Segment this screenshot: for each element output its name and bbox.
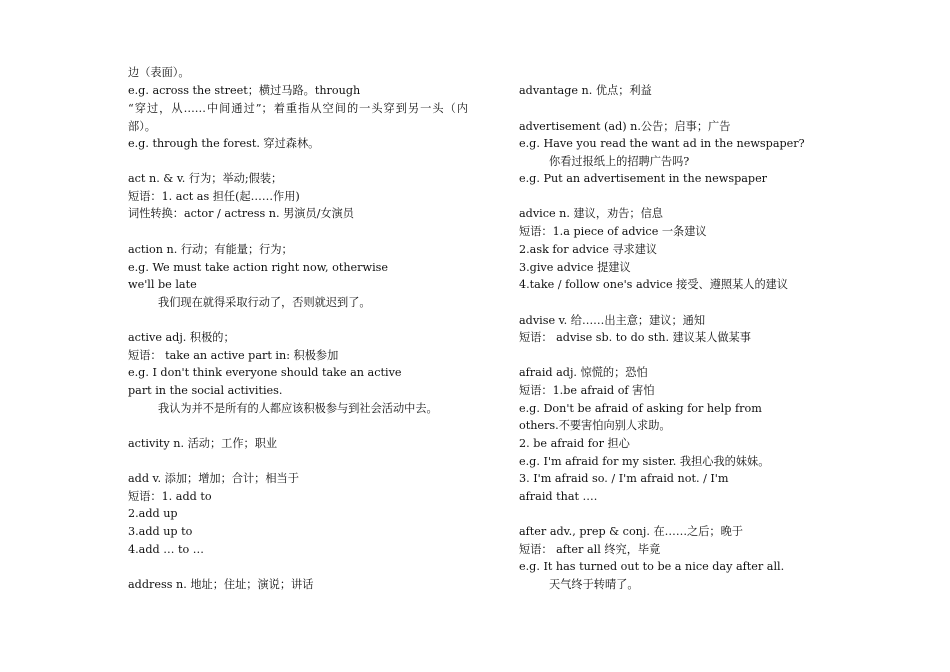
entry-heading-advice: advice n. 建议，劝告；信息 xyxy=(519,207,663,220)
text-line: we'll be late xyxy=(128,278,197,291)
text-line: 3. I'm afraid so. / I'm afraid not. / I'm xyxy=(519,472,729,485)
entry-heading-afraid: afraid adj. 惊慌的；恐怕 xyxy=(519,366,648,379)
entry-heading-address: address n. 地址；住址；演说；讲话 xyxy=(128,578,314,591)
text-line: 3.give advice 提建议 xyxy=(519,261,631,274)
text-line: 你看过报纸上的招聘广告吗? xyxy=(549,155,690,168)
text-line: 4.take / follow one's advice 接受、遵照某人的建议 xyxy=(519,278,789,291)
text-line: 短语：1. add to xyxy=(128,490,212,503)
text-line: 边（表面）。 xyxy=(128,66,190,79)
text-line: 天气终于转晴了。 xyxy=(549,578,639,591)
text-line: e.g. Don't be afraid of asking for help from xyxy=(519,402,762,415)
text-line: e.g. across the street；横过马路。through xyxy=(128,84,361,97)
text-line: 短语： after all 终究，毕竟 xyxy=(519,543,661,556)
text-line: e.g. Put an advertisement in the newspaper xyxy=(519,172,768,185)
text-line: others.不要害怕向别人求助。 xyxy=(519,419,671,432)
text-line: afraid that …. xyxy=(519,490,598,503)
text-line: e.g. Have you read the want ad in the newspaper? xyxy=(519,137,805,150)
text-line: 短语： take an active part in: 积极参加 xyxy=(128,349,339,362)
text-line: 短语： advise sb. to do sth. 建议某人做某事 xyxy=(519,331,751,344)
text-line: “穿过，从……中间通过”；着重指从空间的一头穿到另一头（内 xyxy=(128,102,468,115)
text-line: 短语：1. act as 担任(起……作用) xyxy=(128,190,300,203)
entry-heading-advantage: advantage n. 优点；利益 xyxy=(519,84,652,97)
entry-heading-after: after adv., prep & conj. 在……之后；晚于 xyxy=(519,525,743,538)
entry-heading-advise: advise v. 给……出主意；建议；通知 xyxy=(519,314,706,327)
text-line: 我们现在就得采取行动了，否则就迟到了。 xyxy=(158,296,371,309)
text-line: 3.add up to xyxy=(128,525,193,538)
text-line: part in the social activities. xyxy=(128,384,283,397)
text-line: 2.ask for advice 寻求建议 xyxy=(519,243,658,256)
entry-heading-act: act n. & v. 行为；举动;假装； xyxy=(128,172,283,185)
text-line: e.g. I'm afraid for my sister. 我担心我的妹妹。 xyxy=(519,455,770,468)
text-line: e.g. I don't think everyone should take an active xyxy=(128,366,402,379)
text-line: 2.add up xyxy=(128,507,178,520)
text-line: e.g. It has turned out to be a nice day after all. xyxy=(519,560,785,573)
entry-heading-advertisement: advertisement (ad) n.公告；启事；广告 xyxy=(519,120,731,133)
entry-heading-activity: activity n. 活动；工作；职业 xyxy=(128,437,278,450)
text-line: 部）。 xyxy=(128,120,156,133)
text-line: 4.add … to … xyxy=(128,543,204,556)
text-line: e.g. We must take action right now, otherwise xyxy=(128,261,389,274)
text-line: 词性转换：actor / actress n. 男演员/女演员 xyxy=(128,207,354,220)
text-line: e.g. through the forest. 穿过森林。 xyxy=(128,137,320,150)
entry-heading-active: active adj. 积极的； xyxy=(128,331,235,344)
text-line: 短语：1.a piece of advice 一条建议 xyxy=(519,225,707,238)
text-line: 2. be afraid for 担心 xyxy=(519,437,630,450)
text-line: 短语：1.be afraid of 害怕 xyxy=(519,384,655,397)
entry-heading-add: add v. 添加；增加；合计；相当于 xyxy=(128,472,299,485)
entry-heading-action: action n. 行动；有能量；行为； xyxy=(128,243,293,256)
text-line: 我认为并不是所有的人都应该积极参与到社会活动中去。 xyxy=(158,402,438,415)
